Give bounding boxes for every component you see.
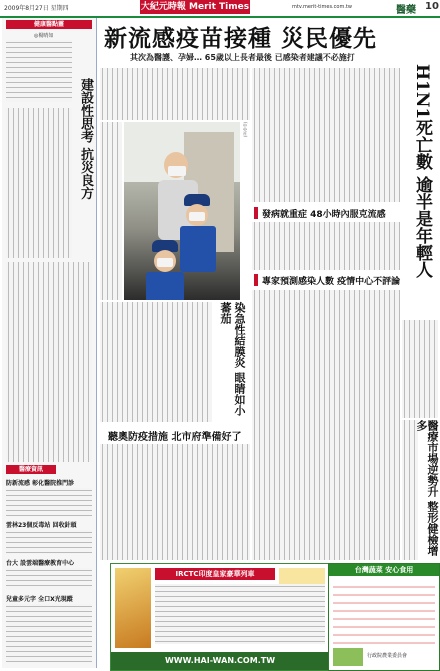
ad-website[interactable]: WWW.HAI-WAN.COM.TW — [111, 652, 329, 670]
accent-bar — [254, 207, 258, 219]
ad-title: IRCTC印度皇家豪華列車 — [155, 568, 275, 580]
vertical-headline-medical-market: 醫療市場逆勢升 整形健檢增多 — [415, 420, 439, 556]
news-tag: 醫療資訊 — [6, 465, 56, 474]
accent-bar — [254, 274, 258, 286]
newspaper-logo: 大紀元時報 Merit Times — [140, 2, 250, 12]
article-text-block — [100, 444, 250, 560]
ad-text — [155, 584, 325, 644]
site-url[interactable]: mtv.merit-times.com.tw — [292, 4, 352, 10]
news-item-text — [6, 530, 92, 554]
column-title: 建設性思考 抗災良方 — [78, 78, 93, 200]
news-item-text — [6, 568, 92, 590]
news-item-title[interactable]: 兒童多元字 全口X光現蹤 — [6, 596, 73, 603]
news-item-title[interactable]: 防新流感 彰化醫院推門診 — [6, 480, 75, 487]
photo-caption: (中央社) — [243, 122, 248, 138]
subheading-1: 發病就重症 48小時內服克流感 — [262, 210, 386, 220]
news-item-title[interactable]: 台大 設雲端醫療教育中心 — [6, 560, 75, 567]
news-item-text — [6, 488, 92, 516]
news-item-title[interactable]: 雲林23個反毒站 回收針頭 — [6, 522, 77, 529]
subheading-2: 專家預測感染人數 疫情中心不評論 — [262, 277, 401, 287]
main-subhead: 其次為醫護、孕婦… 65歲以上長者最後 已感染者建議不必施打 — [130, 53, 355, 62]
vegetable-advertisement[interactable] — [328, 563, 440, 671]
subheading-3: 聽奧防疫措施 北市府準備好了 — [108, 432, 242, 443]
sidebar-column — [2, 18, 97, 668]
article-text-block — [252, 290, 400, 560]
column-text-top — [6, 40, 72, 102]
news-item-text — [6, 604, 92, 662]
vertical-headline-h1n1: H1N1死亡數 逾半是年輕人 — [412, 64, 432, 279]
column-text-bottom — [6, 262, 92, 462]
article-text-top — [100, 68, 250, 120]
article-text-block — [252, 222, 400, 270]
news-photo — [124, 122, 240, 300]
ad-title: 台灣蔬菜 安心食用 — [329, 564, 439, 576]
travel-advertisement[interactable] — [110, 563, 330, 671]
column-tag: 健康醫點靈 — [6, 20, 92, 29]
article-text-block — [100, 302, 212, 422]
column-author: ◎楊晴如 — [34, 33, 54, 39]
article-text-right — [252, 68, 400, 202]
issue-date: 2009年8月27日 星期四 — [4, 5, 69, 12]
vertical-headline-conjunctivitis: 染急性結膜炎 眼睛如小蕃茄 — [219, 302, 246, 416]
section-name: 醫藥 — [396, 5, 416, 16]
ad-sponsor: 行政院農業委員會 — [367, 653, 408, 659]
article-text-block — [402, 420, 418, 560]
article-text-left — [100, 122, 122, 300]
article-text-block — [402, 320, 438, 418]
main-headline: 新流感疫苗接種 災民優先 — [104, 25, 378, 52]
column-text-mid — [6, 108, 72, 258]
page-number: 10 — [425, 1, 439, 12]
